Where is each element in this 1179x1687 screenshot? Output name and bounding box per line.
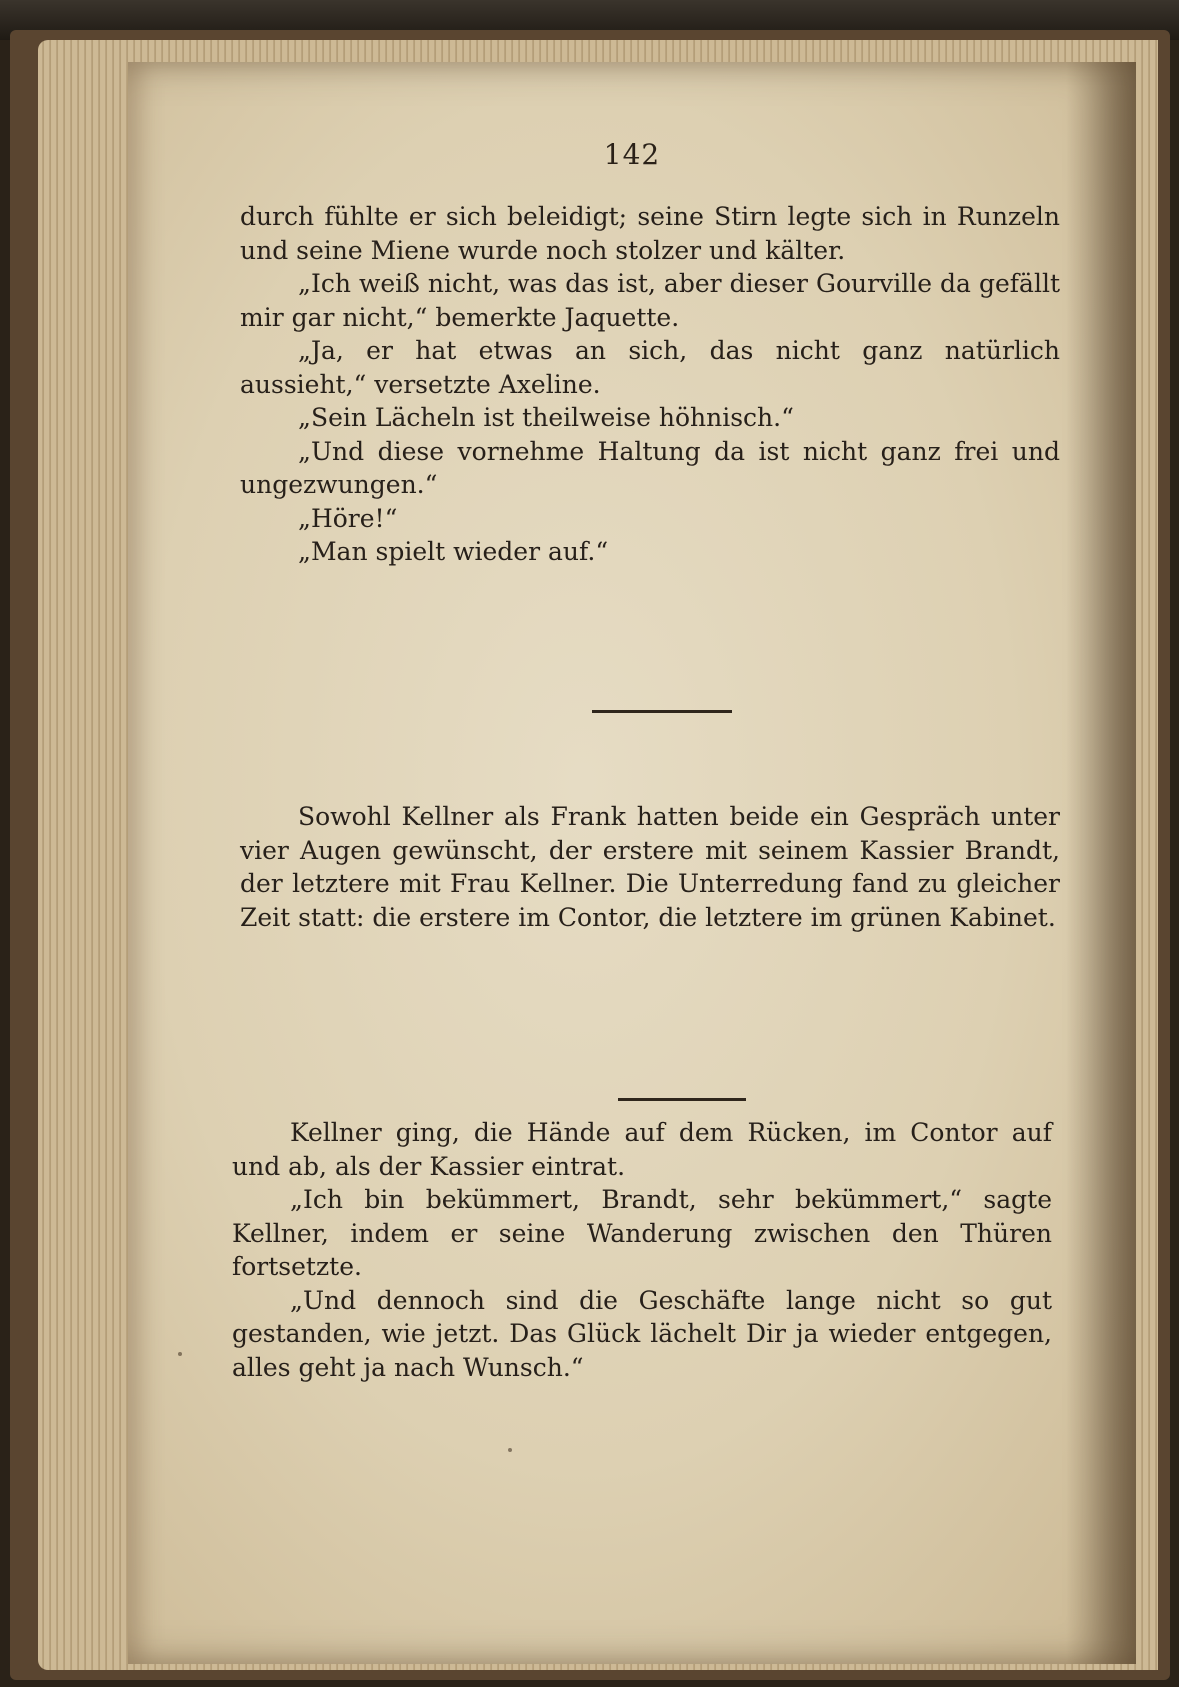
text-section-2 (240, 800, 1060, 934)
paragraph: Kellner ging, die Hände auf dem Rücken, im Contor auf und ab, als der Kassier eintrat. (232, 1118, 1052, 1181)
paragraph: „Und dennoch sind die Geschäfte lange nicht so gut gestanden, wie jetzt. Das Glück lächelt Dir ja wieder entgegen, alles geht ja nach Wunsch.“ (232, 1285, 1052, 1382)
paragraph: „Ja, er hat etwas an sich, das nicht ganz natürlich aussieht,“ versetzte Axeline. (240, 336, 1060, 399)
paragraph: Sowohl Kellner als Frank hatten beide ein Gespräch unter vier Augen gewünscht, der erstere mit seinem Kassier Brandt, der letztere mit Frau Kellner. Die Unterredung fand zu gleicher Zeit statt: die erstere im Contor, die letztere im grünen Kabinet. (240, 802, 1060, 932)
section-divider (592, 710, 732, 713)
page-gutter-shadow (1066, 62, 1136, 1664)
section-divider (618, 1098, 746, 1101)
paragraph: „Man spielt wieder auf.“ (298, 537, 609, 566)
paragraph: „Ich bin bekümmert, Brandt, sehr bekümmert,“ sagte Kellner, indem er seine Wanderung zwischen den Thüren fortsetzte. (232, 1185, 1052, 1281)
paragraph: „Ich weiß nicht, was das ist, aber dieser Gourville da gefällt mir gar nicht,“ bemerkte Jaquette. (240, 269, 1060, 332)
book-page (128, 62, 1136, 1664)
paper-speck (178, 1352, 182, 1356)
paragraph: „Und diese vornehme Haltung da ist nicht ganz frei und ungezwungen.“ (240, 436, 1060, 499)
text-section-3 (232, 1116, 1052, 1384)
paragraph: durch fühlte er sich beleidigt; seine Stirn legte sich in Runzeln und seine Miene wurde noch stolzer und kälter. (240, 202, 1060, 265)
paragraph: „Sein Lächeln ist theilweise höhnisch.“ (298, 403, 794, 432)
paragraph: „Höre!“ (298, 503, 398, 533)
text-section-1 (240, 200, 1060, 569)
page-number: 142 (603, 138, 661, 171)
paper-speck (508, 1448, 512, 1452)
